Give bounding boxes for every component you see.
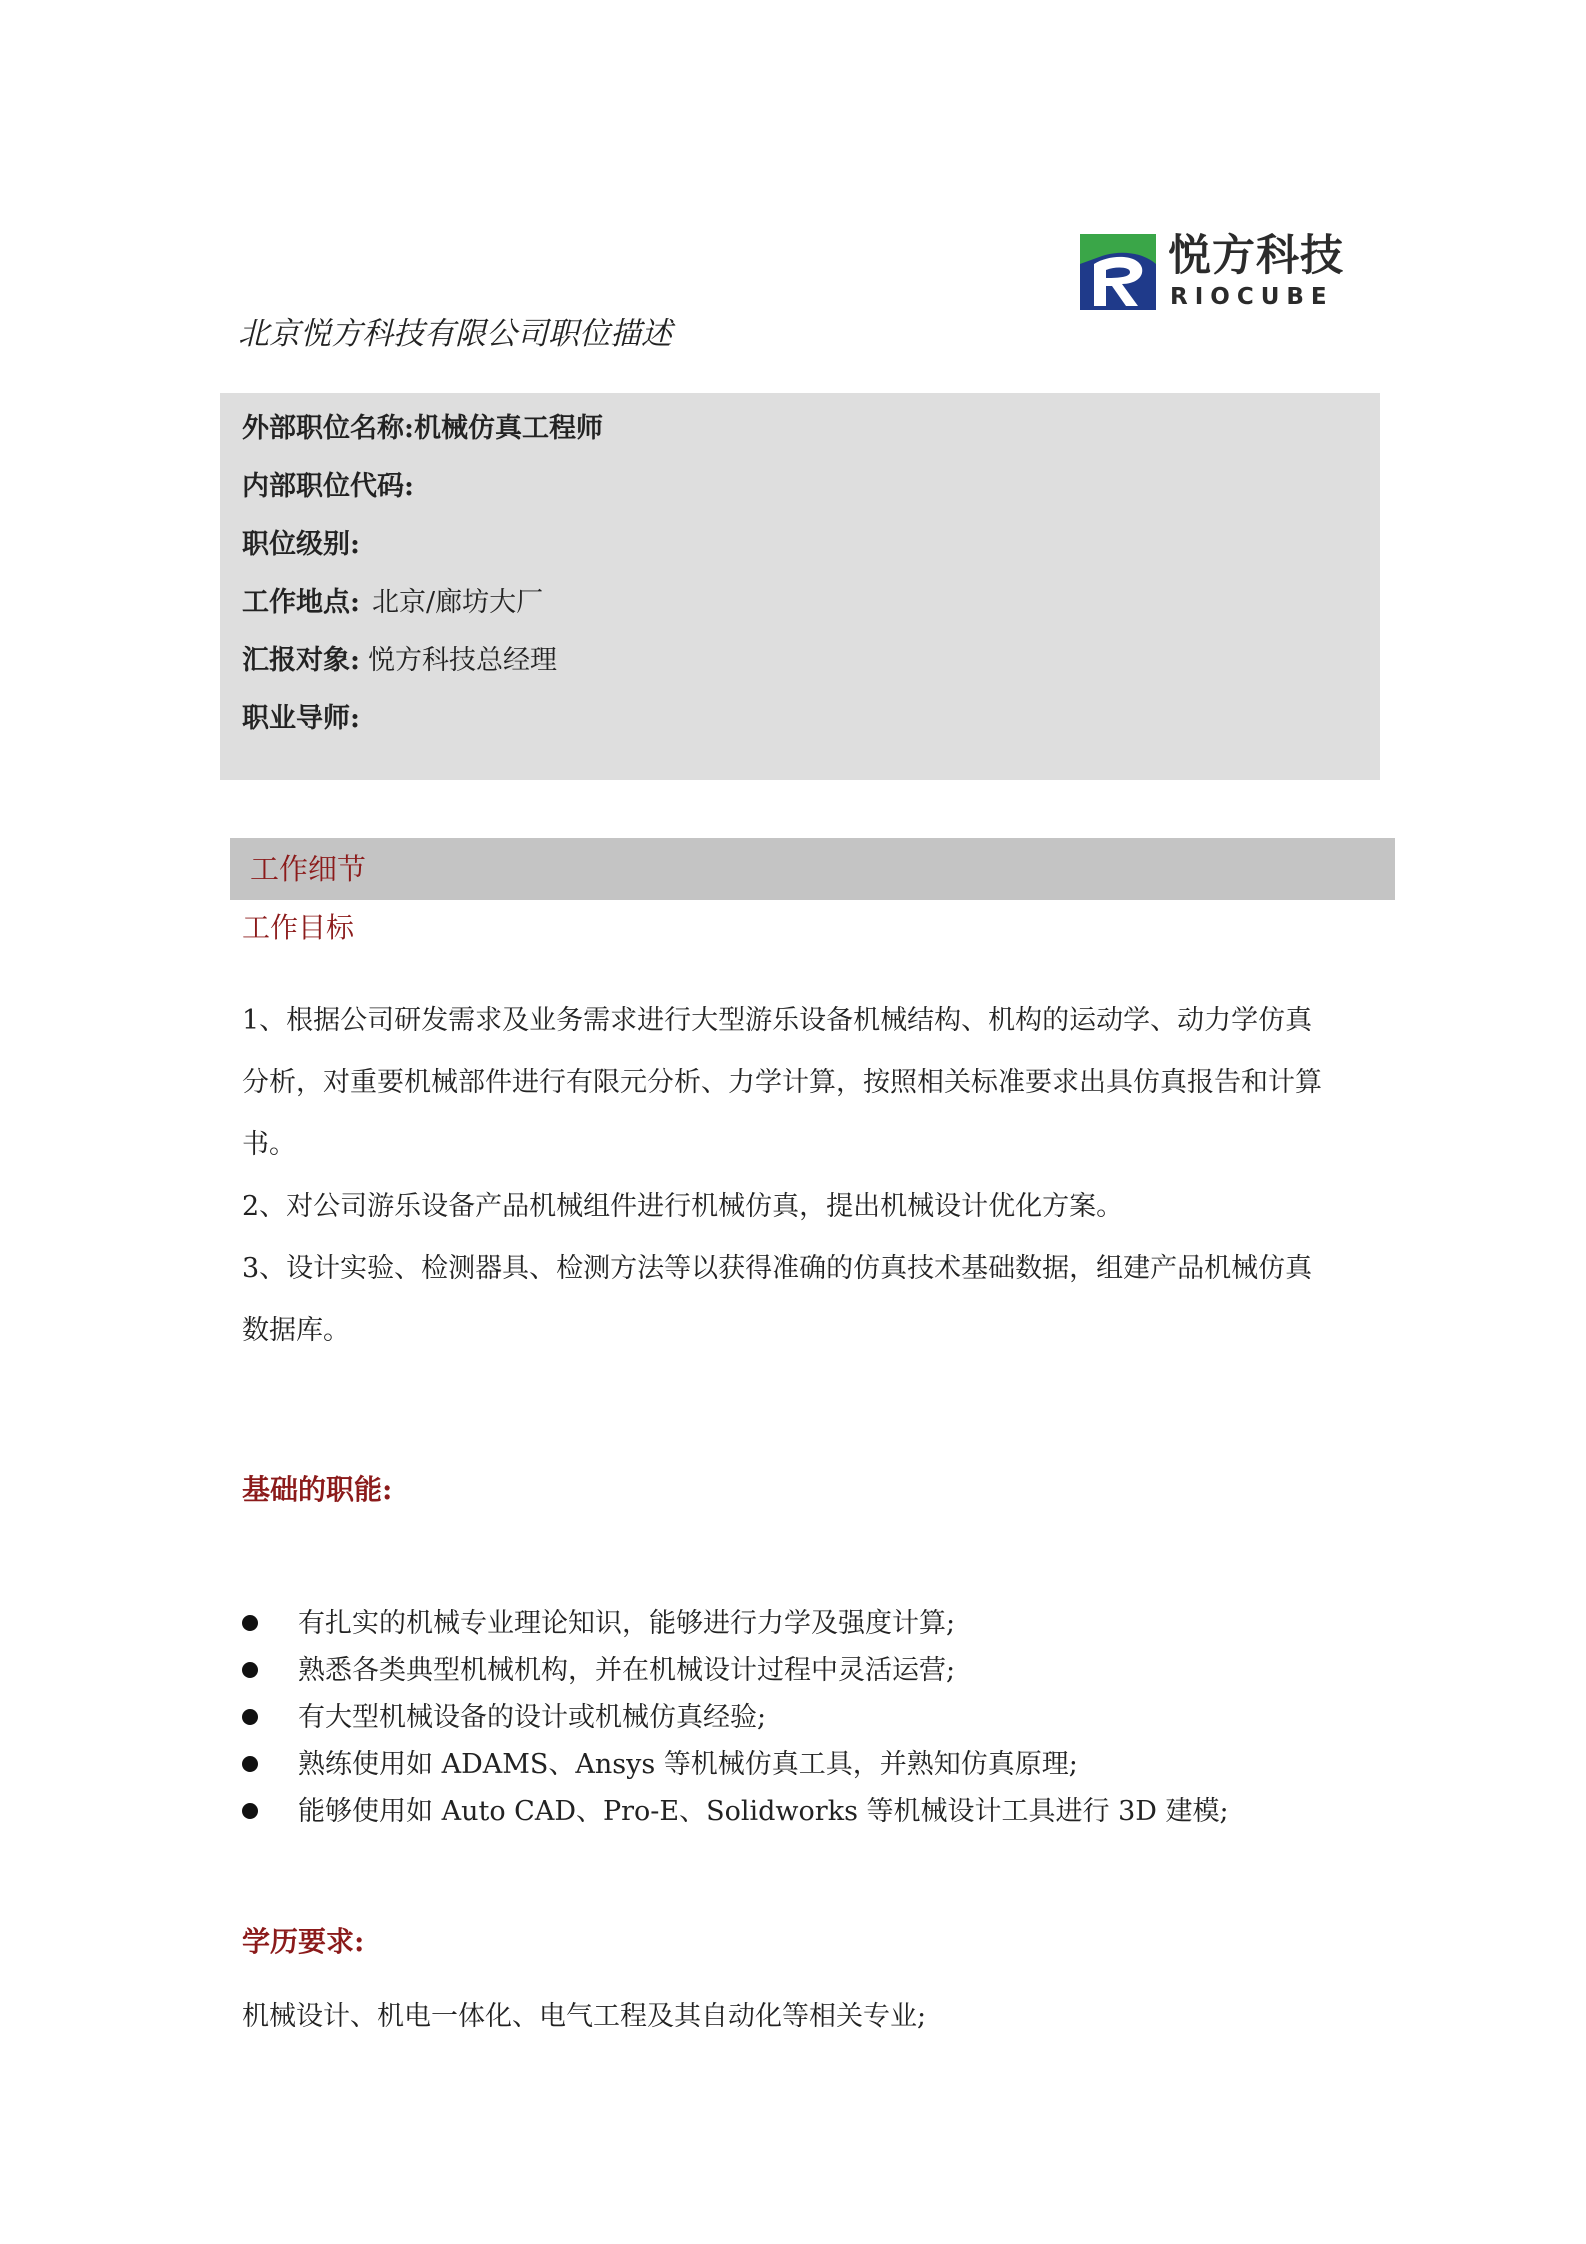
info-mentor (242, 699, 360, 739)
list-item (242, 1788, 1362, 1835)
info-label: 职位级别: (242, 529, 360, 560)
info-label: 汇报对象: (242, 645, 360, 676)
info-label: 工作地点: (242, 587, 360, 618)
info-label: 职业导师: (242, 703, 360, 734)
goal-line: 3、设计实验、检测器具、检测方法等以获得准确的仿真技术基础数据，组建产品机械仿真 (242, 1253, 1313, 1284)
bullet-icon (242, 1615, 258, 1631)
list-item (242, 1600, 1362, 1647)
list-item (242, 1694, 1362, 1741)
goal-line: 2、对公司游乐设备产品机械组件进行机械仿真，提出机械设计优化方案。 (242, 1191, 1124, 1222)
riocube-logo-icon (1080, 234, 1156, 310)
skill-text: 熟悉各类典型机械机构，并在机械设计过程中灵活运营; (298, 1655, 956, 1686)
goal-line: 分析，对重要机械部件进行有限元分析、力学计算，按照相关标准要求出具仿真报告和计算 (242, 1067, 1322, 1098)
info-report-to (242, 641, 557, 681)
list-item (242, 1741, 1362, 1788)
info-value: 悦方科技总经理 (367, 645, 557, 676)
bullet-icon (242, 1756, 258, 1772)
position-info-box (220, 393, 1380, 780)
goals-heading: 工作目标 (242, 911, 355, 944)
skill-text: 能够使用如 Auto CAD、Pro-E、Solidworks 等机械设计工具进行 3D 建模; (298, 1796, 1229, 1827)
bullet-icon (242, 1803, 258, 1819)
education-text: 机械设计、机电一体化、电气工程及其自动化等相关专业; (242, 2001, 927, 2032)
bullet-icon (242, 1709, 258, 1725)
goal-line: 数据库。 (242, 1315, 350, 1346)
skills-list (242, 1600, 1362, 1835)
info-position-name (242, 409, 603, 449)
section-header-title: 工作细节 (250, 852, 367, 886)
logo-chinese-name: 悦方科技 (1168, 231, 1344, 281)
info-level (242, 525, 360, 565)
logo-english-name: RIOCUBE (1170, 284, 1334, 310)
goal-line: 1、根据公司研发需求及业务需求进行大型游乐设备机械结构、机构的运动学、动力学仿真 (242, 1005, 1313, 1036)
skill-text: 有大型机械设备的设计或机械仿真经验; (298, 1702, 767, 1733)
document-title: 北京悦方科技有限公司职位描述 (238, 316, 672, 352)
info-value: 北京/廊坊大厂 (371, 587, 544, 618)
goal-line: 书。 (242, 1129, 296, 1160)
info-label: 内部职位代码: (242, 471, 414, 502)
info-label: 外部职位名称: (242, 413, 414, 444)
goals-list (242, 990, 1362, 1362)
info-value: 机械仿真工程师 (413, 413, 603, 444)
bullet-icon (242, 1662, 258, 1678)
list-item (242, 1647, 1362, 1694)
section-header-bar (230, 838, 1395, 900)
company-logo (1080, 232, 1360, 312)
skills-heading: 基础的职能: (242, 1473, 393, 1506)
info-internal-code (242, 467, 414, 507)
skill-text: 熟练使用如 ADAMS、Ansys 等机械仿真工具，并熟知仿真原理; (298, 1749, 1078, 1780)
info-location (242, 583, 543, 623)
education-heading: 学历要求: (242, 1925, 365, 1958)
skill-text: 有扎实的机械专业理论知识，能够进行力学及强度计算; (298, 1608, 956, 1639)
